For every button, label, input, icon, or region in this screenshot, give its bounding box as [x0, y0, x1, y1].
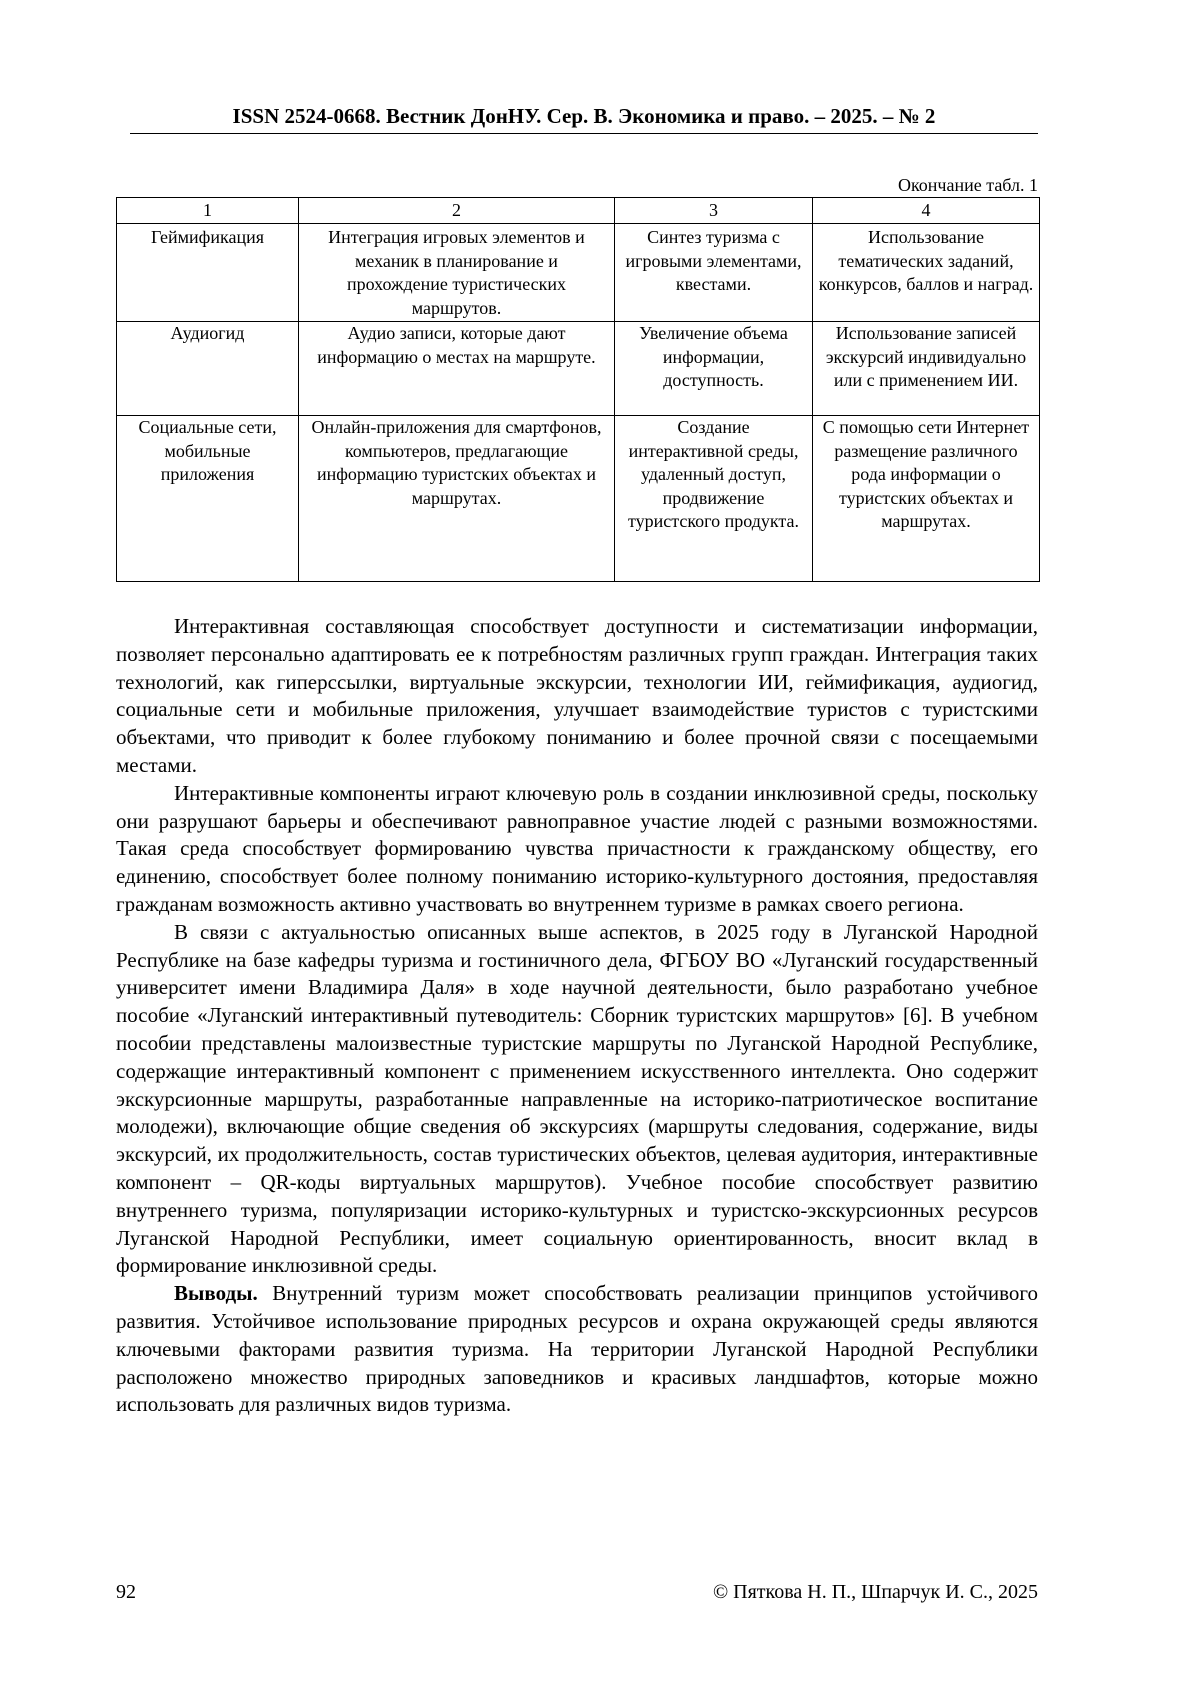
table-cell: Использование записей экскурсий индивидуально или с применением ИИ. — [813, 322, 1040, 416]
conclusions-heading: Выводы. — [174, 1281, 258, 1306]
table-cell: Геймификация — [117, 224, 299, 322]
table-cell: Социальные сети, мобильные приложения — [117, 416, 299, 582]
comparison-table — [116, 197, 1040, 582]
table-row — [117, 322, 1040, 416]
paragraph: Интерактивные компоненты играют ключевую роль в создании инклюзивной среды, поскольку они разрушают барьеры и обеспечивают равноправное участие людей с разными возможностями. Такая среда способствует формированию чувства причастности к гражданскому обществу, его единению, способствует более полному пониманию историко-культурного достояния, предоставляя гражданам возможность активно участвовать во внутреннем туризме в рамках своего региона. — [116, 780, 1038, 916]
table-cell: Использование тематических заданий, конкурсов, баллов и наград. — [813, 224, 1040, 322]
column-number: 3 — [615, 198, 813, 224]
table-cell: С помощью сети Интернет размещение различного рода информации о туристских объектах и маршрутах. — [813, 416, 1040, 582]
table-cell: Синтез туризма с игровыми элементами, квестами. — [615, 224, 813, 322]
table-cell: Создание интерактивной среды, удаленный доступ, продвижение туристского продукта. — [615, 416, 813, 582]
conclusions-paragraph — [116, 1280, 1038, 1419]
page-footer — [116, 1578, 1038, 1606]
table-cell: Онлайн-приложения для смартфонов, компьютеров, предлагающие информацию туристских объектах и маршрутах. — [299, 416, 615, 582]
table-row — [117, 224, 1040, 322]
column-number: 2 — [299, 198, 615, 224]
article-body — [116, 613, 1038, 1419]
page-number: 92 — [116, 1581, 136, 1603]
table-caption: Окончание табл. 1 — [897, 175, 1038, 195]
paragraph: Интерактивная составляющая способствует доступности и систематизации информации, позволяет персонально адаптировать ее к потребностям различных групп граждан. Интеграция таких технологий, как гиперссылки, виртуальные экскурсии, технологии ИИ, геймификация, аудиогид, социальные сети и мобильные приложения, улучшает взаимодействие туристов с туристскими объектами, что приводит к более глубокому пониманию и более прочной связи с посещаемыми местами. — [116, 614, 1038, 777]
table-column-numbers — [117, 198, 1040, 224]
table-cell: Аудио записи, которые дают информацию о местах на маршруте. — [299, 322, 615, 416]
conclusions-text: Внутренний туризм может способствовать реализации принципов устойчивого развития. Устойчивое использование природных ресурсов и охрана окружающей среды являются ключевыми факторами развития туризма. На территории Луганской Народной Республики расположено множество природных заповедников и красивых ландшафтов, которые можно использовать для различных видов туризма. — [116, 1281, 1038, 1417]
table-cell: Увеличение объема информации, доступность. — [615, 322, 813, 416]
journal-header: ISSN 2524-0668. Вестник ДонНУ. Сер. В. Экономика и право. – 2025. – № 2 — [232, 104, 936, 128]
column-number: 4 — [813, 198, 1040, 224]
table-row — [117, 416, 1040, 582]
header-rule — [130, 133, 1038, 134]
copyright: © Пяткова Н. П., Шпарчук И. С., 2025 — [712, 1581, 1038, 1603]
table-cell: Аудиогид — [117, 322, 299, 416]
column-number: 1 — [117, 198, 299, 224]
paragraph: В связи с актуальностью описанных выше аспектов, в 2025 году в Луганской Народной Республике на базе кафедры туризма и гостиничного дела, ФГБОУ ВО «Луганский государственный университет имени Владимира Даля» в ходе научной деятельности, было разработано учебное пособие «Луганский интерактивный путеводитель: Сборник туристских маршрутов» [6]. В учебном пособии представлены малоизвестные туристские маршруты по Луганской Народной Республике, содержащие интерактивный компонент с применением искусственного интеллекта. Оно содержит экскурсионные маршруты, разработанные направленные на историко-патриотическое воспитание молодежи), включающие общие сведения об экскурсиях (маршруты следования, содержание, виды экскурсий, их продолжительность, состав туристических объектов, целевая аудитория, интерактивные компонент – QR-коды виртуальных маршрутов). Учебное пособие способствует развитию внутреннего туризма, популяризации историко-культурных и туристско-экскурсионных ресурсов Луганской Народной Республики, имеет социальную ориентированность, вносит вклад в формирование инклюзивной среды. — [116, 919, 1038, 1278]
table-cell: Интеграция игровых элементов и механик в планирование и прохождение туристических маршрутов. — [299, 224, 615, 322]
